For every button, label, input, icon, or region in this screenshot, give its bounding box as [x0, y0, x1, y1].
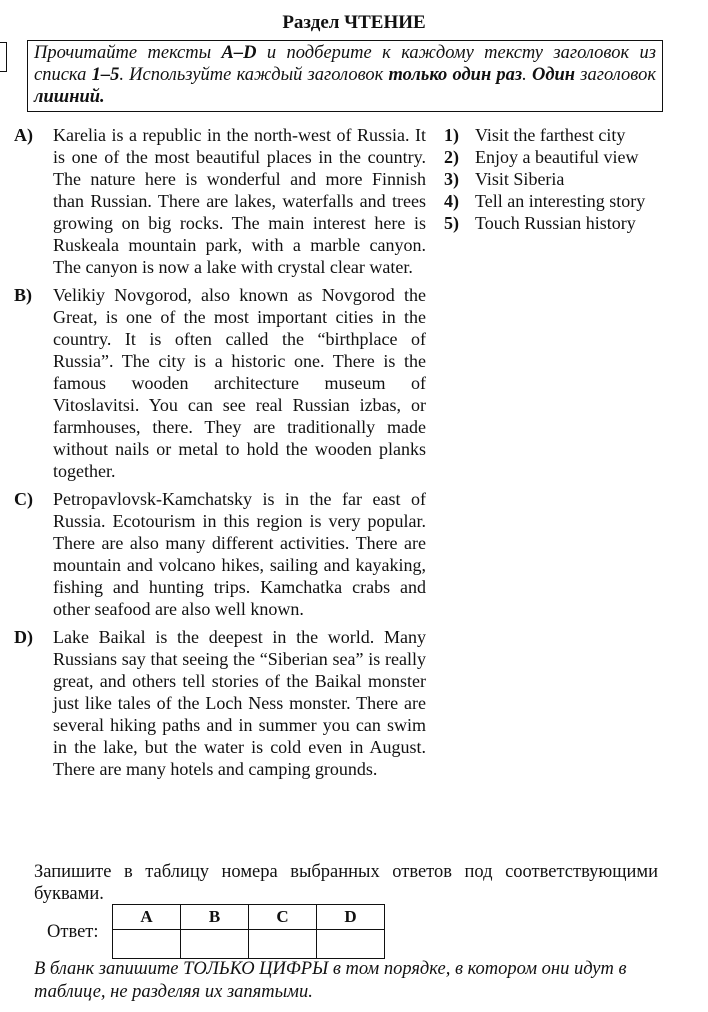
instruction-bold-once: только один раз — [388, 65, 523, 85]
text-body: Petropavlovsk-Kamchatsky is in the far east of Russia. Ecotourism in this region is very popular. There are also many different activities. There are mountain and volcano hikes, sailing and kayaking, fishing and hunting trips. Kamchatka crabs and other seafood are also well known. — [53, 489, 426, 619]
instruction-bold-extra: лишний. — [34, 87, 105, 107]
heading-number: 3) — [444, 169, 459, 189]
heading-number: 4) — [444, 191, 459, 211]
text-body: Karelia is a republic in the north-west of Russia. It is one of the most beautiful places in the country. The nature here is wonderful and more Finnish than Russian. There are lakes, waterfalls and trees growing on big rocks. The main interest here is Ruskeala mountain park, with a marble canyon. The canyon is now a lake with crystal clear water. — [53, 125, 426, 277]
reading-text-d — [14, 626, 426, 780]
answer-column-a: A — [113, 905, 181, 930]
instruction-text: и подберите к каждому тексту заголовок из списка — [34, 43, 656, 85]
heading-list — [444, 124, 704, 234]
reading-text-b — [14, 284, 426, 482]
heading-number: 2) — [444, 147, 459, 167]
instruction-bold-range-texts: A–D — [221, 43, 257, 63]
heading-item — [444, 168, 704, 190]
task-number-marker — [0, 42, 7, 72]
reading-text-c — [14, 488, 426, 620]
answer-cell-c[interactable] — [249, 930, 317, 959]
text-letter: C) — [14, 489, 33, 509]
instruction-text: Прочитайте тексты — [34, 43, 222, 63]
instruction-box — [27, 40, 663, 112]
answer-table — [112, 904, 385, 959]
answer-column-b: B — [181, 905, 249, 930]
reading-texts — [14, 124, 426, 786]
answer-cell-d[interactable] — [317, 930, 385, 959]
footer-note: В бланк запишите ТОЛЬКО ЦИФРЫ в том порядке, в котором они идут в таблице, не разделяя их запятыми. — [34, 959, 627, 1002]
section-title: Раздел ЧТЕНИЕ — [282, 12, 426, 33]
heading-text: Visit Siberia — [475, 169, 565, 189]
text-letter: A) — [14, 125, 33, 145]
instruction-text: . Используйте каждый заголовок — [119, 65, 389, 85]
instruction-text: заголовок — [575, 65, 656, 85]
write-instruction: Запишите в таблицу номера выбранных ответов под соответствующими буквами. — [34, 862, 658, 904]
heading-number: 5) — [444, 213, 459, 233]
heading-text: Visit the farthest city — [475, 125, 626, 145]
answer-table-input-row — [113, 930, 385, 959]
heading-item — [444, 146, 704, 168]
answer-cell-b[interactable] — [181, 930, 249, 959]
heading-text: Touch Russian history — [475, 213, 636, 233]
heading-text: Enjoy a beautiful view — [475, 147, 639, 167]
instruction-text: . — [522, 65, 532, 85]
answer-column-c: C — [249, 905, 317, 930]
answer-table-header-row — [113, 905, 385, 930]
answer-cell-a[interactable] — [113, 930, 181, 959]
heading-item — [444, 124, 704, 146]
text-letter: B) — [14, 285, 32, 305]
instruction-bold-range-headings: 1–5 — [91, 65, 120, 85]
reading-text-a — [14, 124, 426, 278]
heading-text: Tell an interesting story — [475, 191, 646, 211]
heading-item — [444, 190, 704, 212]
text-body: Lake Baikal is the deepest in the world. Many Russians say that seeing the “Siberian sea” is really great, and others tell stories of the Baikal monster just like tales of the Loch Ness monster. There are several hiking paths and in summer you can swim in the lake, but the water is cold even in August. There are many hotels and camping grounds. — [53, 627, 426, 779]
instruction-bold-one: Один — [531, 65, 576, 85]
heading-number: 1) — [444, 125, 459, 145]
text-letter: D) — [14, 627, 33, 647]
text-body: Velikiy Novgorod, also known as Novgorod the Great, is one of the most important cities in the country. It is often called the “birthplace of Russia”. The city is a historic one. There is the famous wooden architecture museum of Vitoslavitsi. You can see real Russian izbas, or farmhouses, there. They are traditionally made without nails or metal to hold the wooden planks together. — [53, 285, 426, 481]
answer-label: Ответ: — [47, 922, 99, 942]
answer-column-d: D — [317, 905, 385, 930]
heading-item — [444, 212, 704, 234]
